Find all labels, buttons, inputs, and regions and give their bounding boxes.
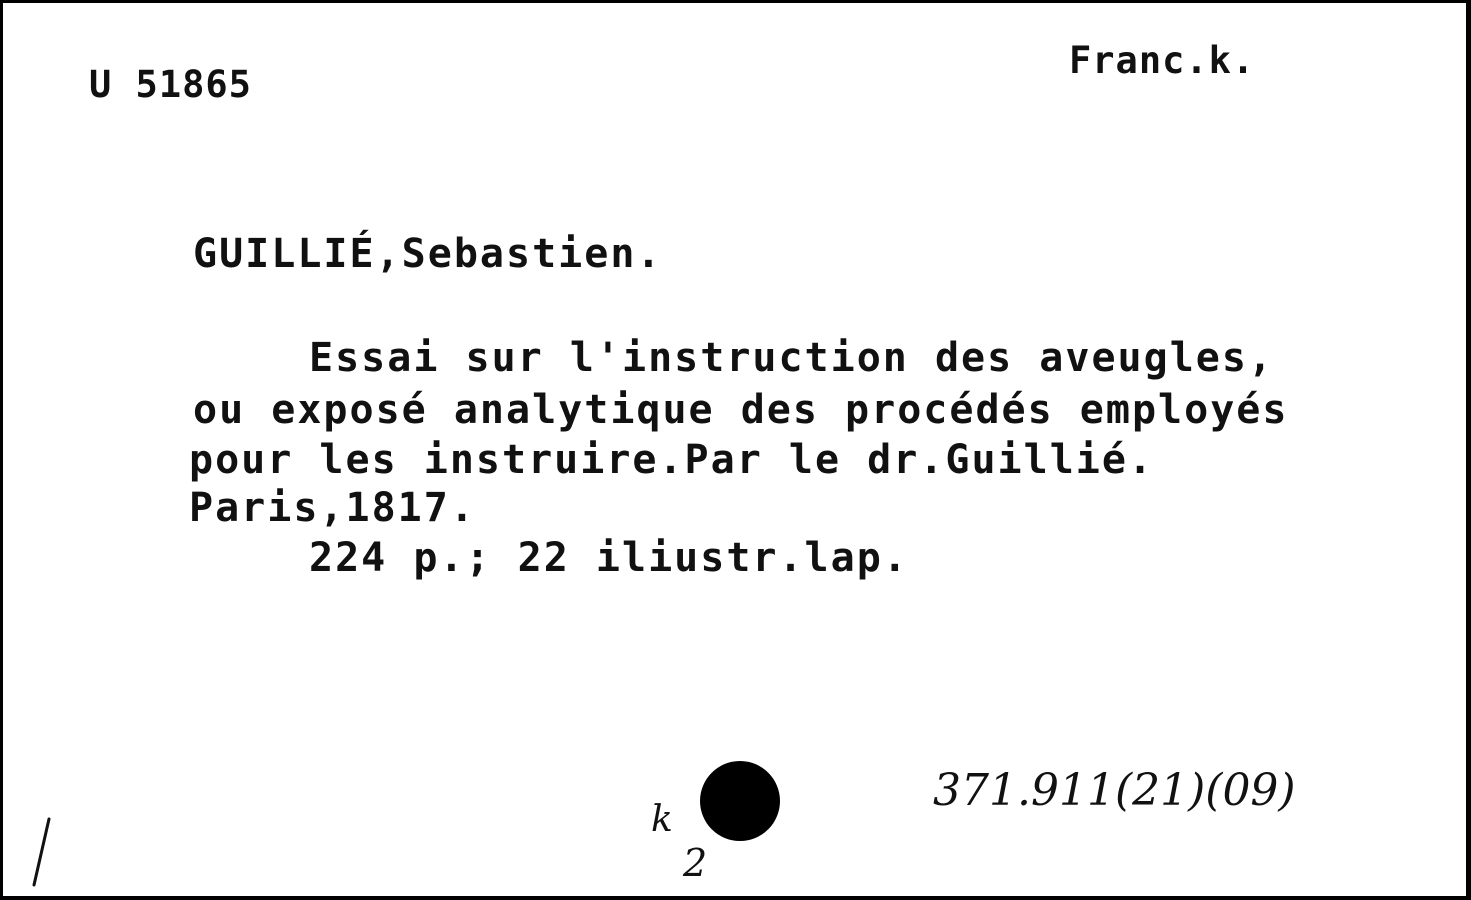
edge-stroke-icon [25,815,55,890]
title-line-1: Essai sur l'instruction des aveugles, [309,335,1275,381]
handwritten-mark-k: k [651,799,673,840]
title-line-3: pour les instruire.Par le dr.Guillié. [189,437,1155,483]
title-line-2: ou exposé analytique des procédés employés [193,387,1289,433]
handwritten-mark-2: 2 [683,841,708,885]
language-code: Franc.k. [1069,39,1256,82]
classification-number: 371.911(21)(09) [933,765,1296,816]
author-heading: GUILLIÉ,Sebastien. [193,231,663,277]
shelfmark: U 51865 [89,63,252,106]
collation: 224 p.; 22 iliustr.lap. [309,535,909,581]
punch-hole [700,761,780,841]
title-line-4: Paris,1817. [189,485,476,531]
